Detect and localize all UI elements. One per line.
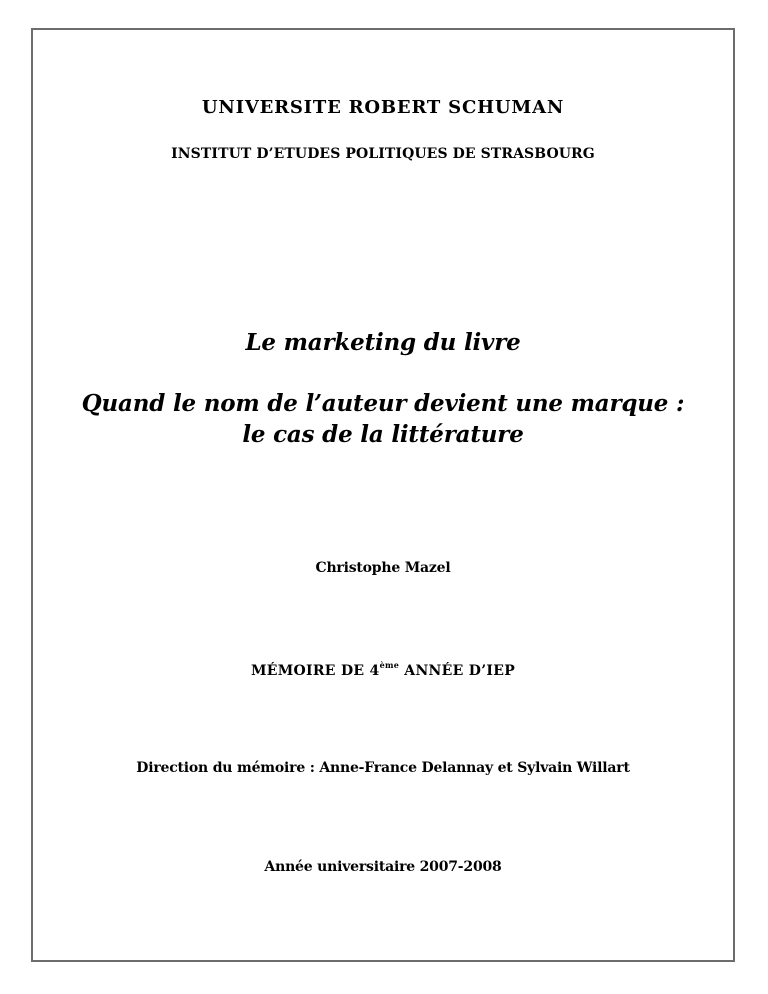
academic-year: Année universitaire 2007-2008 xyxy=(264,859,502,875)
institute-name: INSTITUT D’ETUDES POLITIQUES DE STRASBOURG xyxy=(171,146,595,162)
thesis-subtitle-line-2: le cas de la littérature xyxy=(242,421,524,448)
memoire-suffix: ANNÉE D’IEP xyxy=(399,663,516,679)
memoire-prefix: MÉMOIRE DE 4 xyxy=(250,663,380,679)
thesis-title: Le marketing du livre xyxy=(245,329,521,356)
page-border xyxy=(31,28,735,962)
university-name: UNIVERSITE ROBERT SCHUMAN xyxy=(201,97,565,118)
memoire-superscript: ème xyxy=(379,660,400,670)
memoire-label xyxy=(31,660,735,679)
thesis-subtitle-line-1: Quand le nom de l’auteur devient une marque : xyxy=(81,390,685,417)
author-name: Christophe Mazel xyxy=(315,560,451,576)
thesis-direction: Direction du mémoire : Anne-France Delannay et Sylvain Willart xyxy=(136,760,630,776)
